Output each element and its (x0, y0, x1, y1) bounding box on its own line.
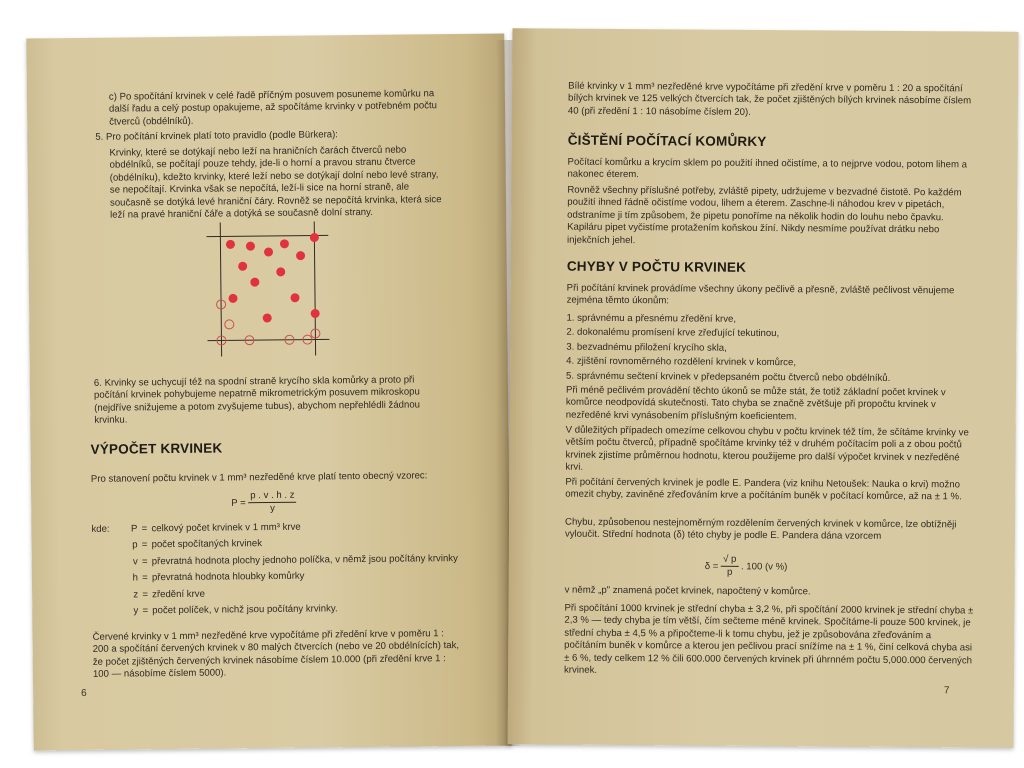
final-text: Při spočítání 1000 krvinek je střední chyba ± 3,2 %, při spočítání 2000 krvinek je střední chyba ± 2,3 % — tedy chyba je tím větší, čím sečteme méně krvinek. Spočítáme-li pouze 500 krvinek, je střední chyba ± 4,5 % a připočteme-li k tomu chybu, jež je způsobována zřeďováním a počítáním buněk v komůrce a kterou jen pečlivou prací snížíme na ± 1 %, činí celková chyba asi ± 6 %, tedy celkem 12 % čili 600.000 červených krvinek při úhrnném počtu 5,000.000 červených krvinek. (563, 602, 974, 676)
counted-cell (310, 233, 319, 242)
list-item: 1. správnému a přesnému zředění krve, (566, 312, 737, 325)
less-careful-text: Při méně pečlivém provádění těchto úkonů se může stát, že totiž základní počet krvinek v komůrce neodpovídá skutečnosti. Tato chyba se značně zvětšuje při propočtu krvinek v nezředěné krvi vynásobením příslušným koeficientem. (565, 384, 946, 423)
intro-text: Bílé krvinky v 1 mm³ nezředěné krve vypočítáme při zředění krve v poměru 1 : 20 a spočítání bílých krvinek ve 125 velkých čtvercích tak, že počet zjištěných bílých krvinek násobíme číslem 40 (při zředění 1 : 10 násobíme číslem 20). (567, 80, 972, 118)
counted-cell (250, 278, 259, 287)
def-equals: = (142, 605, 149, 617)
closing-text: Červené krvinky v 1 mm³ nezředěné krve vypočítáme při zředění krve v poměru 1 : 200 a spočítání červených krvinek v 80 malých čtvercích (nebo ve 20 obdélnících) tak, že počet zjištěných červených krvinek násobíme číslem 10.000 (při zředění krve 1 : 100 — násobíme číslem 5000). (92, 628, 460, 681)
section-heading-cisteni: ČIŠTĚNÍ POČÍTACÍ KOMŮRKY (567, 132, 767, 150)
list-item: 4. zjištění rovnoměrného rozdělení krvinek v komůrce, (566, 355, 797, 369)
definition-row (92, 536, 462, 552)
counted-cell (228, 294, 237, 303)
formula-numerator: p . v . h . z (248, 490, 296, 504)
intro-paragraph (568, 81, 978, 121)
def-symbol: P (130, 523, 138, 535)
cleaning-text-1: Počítací komůrku a krycím sklem po použití ihned očistíme, a to nejprve vodou, potom lihem a nakonec éterem. (567, 156, 967, 181)
paragraph-where (565, 585, 975, 600)
def-description: převratná hodnota plochy jednoho políčka, v němž jsou počítány krvinky (151, 552, 458, 568)
where-text: v němž „p" znamená počet krvinek, napočtený v komůrce. (564, 584, 811, 598)
list-item: 5. správnému sečtení krvinek v předepsaném počtu čtverců nebo obdélníků. (566, 370, 891, 384)
section-heading-vypocet: VÝPOČET KRVINEK (90, 440, 223, 457)
def-equals: = (141, 523, 148, 535)
error-formula-denominator: p (726, 567, 733, 579)
paragraph-pander (565, 477, 975, 505)
cleaning-paragraph-2 (567, 185, 977, 250)
paragraph-final (564, 603, 975, 680)
def-equals: = (142, 572, 148, 584)
definition-row (92, 553, 462, 569)
errors-intro (567, 283, 977, 311)
def-symbol: y (133, 605, 139, 617)
count-formula (231, 490, 297, 516)
counted-cell (226, 240, 235, 249)
page-number-right: 7 (943, 685, 950, 697)
def-symbol: z (133, 589, 139, 601)
definition-row (92, 602, 462, 618)
def-equals: = (141, 539, 148, 551)
section-heading-chyby: CHYBY V POČTU KRVINEK (566, 258, 747, 275)
variable-definitions (91, 520, 462, 618)
counting-grid-diagram (206, 221, 329, 356)
uncounted-cell (225, 320, 234, 329)
counted-cell (263, 313, 272, 322)
counted-cell (280, 239, 289, 248)
formula-fraction (248, 490, 297, 516)
counted-cell (276, 267, 285, 276)
formula-intro (91, 470, 461, 486)
paragraph-important (565, 425, 975, 477)
counted-cell (311, 309, 320, 318)
definition-row (92, 586, 462, 602)
formula-lhs: P = (231, 497, 246, 509)
page-number-left: 6 (81, 687, 87, 699)
item-5-intro-text: 5. Pro počítání krvinek platí toto pravidlo (podle Bürkera): (95, 129, 339, 143)
error-formula-numerator: √ p (721, 554, 738, 568)
counted-cell (264, 247, 273, 256)
list-item: 3. bezvadnému přiložení krycího skla, (566, 341, 727, 354)
def-equals: = (142, 588, 148, 600)
error-formula-rhs: . 100 (v %) (740, 561, 788, 573)
item-5-intro (95, 128, 445, 144)
item-c-text: c) Po spočítání krvinek v celé řadě příčným posuvem posuneme komůrku na další řadu a celý postup opakujeme, až spočítáme krvinky v potřebném počtu čtverců (obdélníků). (108, 88, 438, 128)
item-c (109, 88, 439, 129)
left-page (26, 34, 511, 751)
closing-paragraph (93, 628, 463, 681)
definition-row (91, 520, 461, 536)
errors-intro-text: Při počítání krvinek provádíme všechny úkony pečlivě a přesně, zvláště pečlivost věnujeme zejména těmto úkonům: (566, 282, 955, 307)
def-description: počet spočítaných krvinek (151, 538, 263, 551)
formula-denominator: y (270, 503, 275, 515)
def-description: celkový počet krvinek v 1 mm³ krve (151, 521, 301, 535)
def-description: počet políček, v nichž jsou počítány krvinky. (152, 603, 338, 617)
list-item: 2. dokonalému promísení krve zřeďující tekutinou, (566, 327, 780, 340)
item-5-body-text: Krvinky, které se dotýkají nebo leží na hraničních čarách čtverců nebo obdélníků, se počítají pouze tehdy, jde-li o horní a pravou stranu čtverce (obdélníku), kdežto krvinky, které leží nebo se dotýkají dolní nebo levé strany, se nepočítají. Krvinka však se nepočítá, leží-li sice na horní straně, ale současně se dotýká levé hraniční čáry. Rovněž se nepočítá krvinka, která sice leží na pravé hraniční čáře a dotýká se současně dolní strany. (109, 144, 442, 221)
steps-list (566, 313, 976, 388)
error-formula-lhs: δ = (704, 561, 719, 573)
def-symbol: h (132, 572, 138, 584)
error-formula-fraction (721, 554, 738, 580)
counted-cells (226, 233, 320, 323)
cleaning-paragraph-1 (567, 157, 977, 185)
item-5-body (109, 144, 446, 222)
item-6 (94, 374, 451, 427)
paragraph-less-careful (566, 385, 976, 425)
def-symbol: p (132, 539, 138, 551)
kde-label: kde: (91, 523, 110, 535)
counted-cell (238, 262, 247, 271)
paragraph-uneven (565, 517, 975, 545)
item-6-text: 6. Krvinky se uchycují též na spodní straně krycího skla komůrky a proto při počítání krvinek pohybujeme nepatrně mikrometrickým posuvem mikroskopu (nejdříve snižujeme a potom zvyšujeme tubus), abychom nepřehlédli žádnou krvinku. (93, 374, 421, 427)
counted-cell (296, 251, 305, 260)
counted-cell (246, 242, 255, 251)
important-text: V důležitých případech omezíme celkovou chybu v počtu krvinek též tím, že sčítáme krvinky ve větším počtu čtverců, případně spočítáme krvinky též v druhém počítacím poli a z obou počtů krvinek zjistíme průměrnou hodnotu, kterou použijeme pro další výpočet krvinek v nezředěné krvi. (565, 424, 969, 473)
def-description: zředění krve (152, 588, 205, 600)
uneven-text: Chybu, způsobenou nestejnoměrným rozdělením červených krvinek v komůrce, lze obtížněji vyloučit. Střední hodnota (δ) této chyby je podle E. Pandera dána vzorcem (564, 516, 957, 543)
def-symbol: v (132, 556, 138, 568)
pander-text: Při počítání červených krvinek je podle E. Pandera (viz knihu Netoušek: Nauka o krvi) možno omezit chyby, zaviněné zřeďováním krve a počítáním buněk v počítací komůrce, až na ± 1 %. (565, 476, 962, 503)
error-formula (705, 554, 788, 580)
definition-row (92, 569, 462, 585)
counted-cell (290, 293, 299, 302)
formula-intro-text: Pro stanovení počtu krvinek v 1 mm³ nezředěné krve platí tento obecný vzorec: (90, 470, 428, 485)
def-equals: = (141, 556, 148, 568)
right-page (508, 28, 1019, 748)
cleaning-text-2: Rovněž všechny příslušné potřeby, zvláště pipety, udržujeme v bezvadné čistotě. Po každém použití ihned řádně očistíme vodou, lihem a éterem. Zaschne-li náhodou krev v pipetách, odstraníme ji tím způsobem, že pipetu ponoříme na několik hodin do louhu nebo čpavku. Kapiláru pipet vyčistíme protažením koňskou žíní. Nikdy nesmíme používat drátku nebo injekčních jehel. (566, 184, 962, 246)
def-description: převratná hodnota hloubky komůrky (151, 570, 305, 584)
